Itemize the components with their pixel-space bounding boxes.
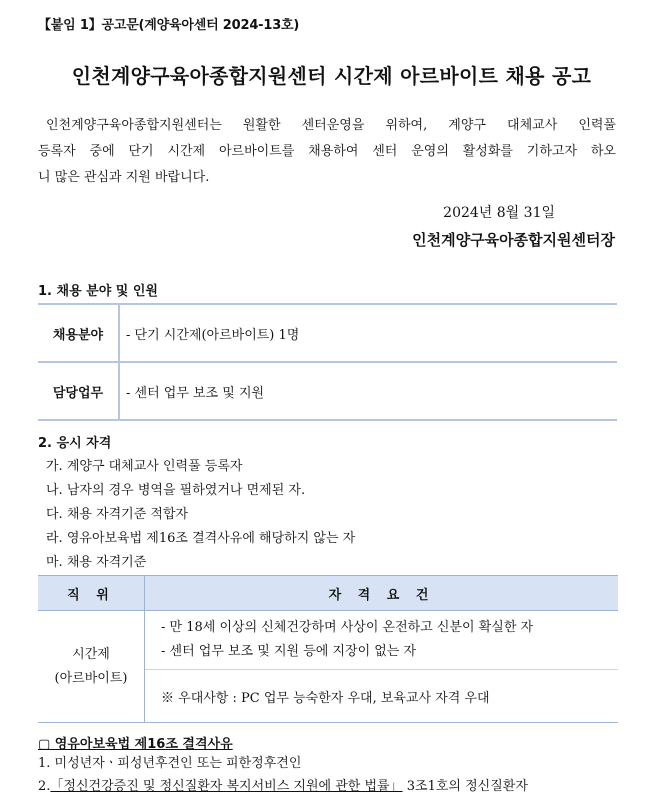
list-item: 1. 미성년자ㆍ피성년후견인 또는 피한정후견인 <box>38 756 302 771</box>
preference-cell: ※ 우대사항 : PC 업무 능숙한자 우대, 보육교사 자격 우대 <box>145 670 619 723</box>
position-cell <box>38 611 145 723</box>
intro-line: 인천계양구육아종합지원센터는 원활한 센터운영을 위하여, 계양구 대체교사 인력풀 <box>46 118 616 133</box>
row-label: 채용분야 <box>38 304 119 362</box>
announcement-date: 2024년 8월 31일 <box>443 205 555 221</box>
intro-line: 니 많은 관심과 지원 바랍니다. <box>38 170 210 185</box>
attachment-label: 【붙임 1】공고문(계양육아센터 2024-13호) <box>38 18 300 33</box>
law-name: 「정신건강증진 및 정신질환자 복지서비스 지원에 관한 법률」 <box>50 779 403 794</box>
item-text: 3조1호의 정신질환자 <box>406 779 528 794</box>
position-type: (아르바이트) <box>54 670 128 686</box>
section-title-eligibility: 2. 응시 자격 <box>38 436 112 451</box>
item-number: 2. <box>38 779 51 794</box>
table-row <box>38 304 617 362</box>
requirement-item: - 센터 업무 보조 및 지원 등에 지장이 없는 자 <box>161 644 417 659</box>
signer: 인천계양구육아종합지원센터장 <box>412 231 615 249</box>
requirements-cell <box>145 611 619 670</box>
requirement-item: - 만 18세 이상의 신체건강하며 사상이 온전하고 신분이 확실한 자 <box>161 620 534 635</box>
list-item: 마. 채용 자격기준 <box>46 555 147 570</box>
list-item: 가. 계양구 대체교사 인력풀 등록자 <box>46 459 243 474</box>
list-item: 나. 남자의 경우 병역을 필하였거나 면제된 자. <box>46 483 306 498</box>
intro-paragraph <box>38 113 616 191</box>
row-value: - 단기 시간제(아르바이트) 1명 <box>119 304 617 362</box>
intro-line: 등록자 중에 단기 시간제 아르바이트를 채용하여 센터 운영의 활성화를 기하고자 하오 <box>38 144 616 159</box>
table-row <box>38 362 617 420</box>
article16-list <box>38 752 528 798</box>
column-header-requirements: 자 격 요 건 <box>145 576 619 611</box>
eligibility-list <box>46 455 355 575</box>
article16-title: ▢ 영유아보육법 제16조 결격사유 <box>38 737 233 752</box>
table-row <box>38 611 618 670</box>
list-item: 다. 채용 자격기준 적합자 <box>46 507 189 522</box>
column-header-position: 직 위 <box>38 576 145 611</box>
qualification-table <box>38 575 618 723</box>
document-title: 인천계양구육아종합지원센터 시간제 아르바이트 채용 공고 <box>71 64 592 88</box>
section-title-recruitment: 1. 채용 분야 및 인원 <box>38 284 158 299</box>
row-label: 담당업무 <box>38 362 119 420</box>
row-value: - 센터 업무 보조 및 지원 <box>119 362 617 420</box>
recruitment-table <box>38 303 617 421</box>
list-item <box>38 775 528 798</box>
list-item: 라. 영유아보육법 제16조 결격사유에 해당하지 않는 자 <box>46 531 356 546</box>
position-name: 시간제 <box>72 646 110 662</box>
